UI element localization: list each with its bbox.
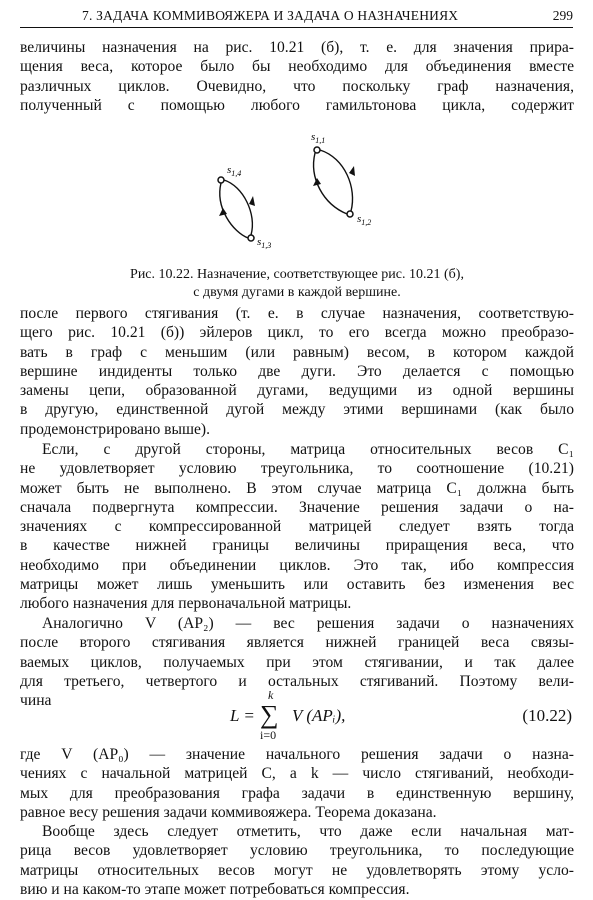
formula-lhs: L =	[230, 706, 255, 725]
text-line: различных циклов. Очевидно, что поскольку граф назначения,	[20, 77, 574, 95]
text-line: значениях с компрессированной матрицей следует взять тогда	[20, 518, 574, 536]
text-line: для третьего, четвертого и остальных стягиваний. Поэтому вели-	[20, 672, 574, 690]
page-number: 299	[552, 8, 573, 23]
graph-node	[218, 177, 224, 183]
text-line: после первого стягивания (т. е. в случае назначения, соответствую-	[20, 305, 574, 322]
text-line: щения веса, которое было бы необходимо для объединения вместе	[20, 58, 574, 76]
paragraph-6	[20, 822, 574, 899]
paragraph-3	[20, 440, 574, 614]
text-line: в качестве нижней границы величины приращения веса, что	[20, 537, 574, 555]
text-line: величины назначения на рис. 10.21 (б), т. е. для значения прира-	[20, 39, 574, 56]
text-line: мых для преобразования графа задачи в единственную вершину,	[20, 784, 574, 802]
arrow-head	[349, 166, 355, 176]
formula-10-22	[20, 688, 574, 744]
text-line: не удовлетворяет условию треугольника, то соотношение (10.21)	[20, 460, 574, 478]
text-line: Аналогично V (AP₂) — вес решения задачи о назначениях	[42, 615, 574, 632]
node-label: $s_{1,3}$	[257, 236, 272, 250]
graph-arc	[320, 150, 353, 211]
text-line: равное весу решения задачи коммивояжера. Теорема доказана.	[20, 803, 437, 821]
text-line: рица весов удовлетворяет условию треугольника, то последующие	[20, 842, 574, 860]
text-line: продемонстрировано выше).	[20, 420, 210, 438]
text-line: после второго стягивания является нижней границей веса связы-	[20, 634, 574, 652]
caption-line: Рис. 10.22. Назначение, соответствующее рис. 10.21 (б),	[130, 267, 464, 282]
text-line: Если, с другой стороны, матрица относительных весов C₁	[42, 441, 574, 458]
graph-arc	[224, 180, 252, 235]
text-line: щего рис. 10.21 (б)) эйлеров цикл, то его всегда можно преобразо-	[20, 324, 574, 342]
text-line: любого назначения для первоначальной матрицы.	[20, 595, 352, 613]
equation-number: (10.22)	[522, 706, 572, 725]
graph-node	[347, 211, 353, 217]
graph-node	[248, 235, 254, 241]
chapter-title: 7. ЗАДАЧА КОММИВОЯЖЕРА И ЗАДАЧА О НАЗНАЧЕНИЯХ	[82, 8, 459, 23]
text-line: полученный с помощью любого гамильтонова цикла, содержит	[20, 96, 574, 114]
sum-symbol: ∑	[260, 700, 279, 729]
paragraph-2	[20, 304, 574, 439]
caption-line: с двумя дугами в каждой вершине.	[193, 285, 401, 300]
sum-upper-limit: k	[268, 688, 274, 702]
text-line: матрицы может лишь уменьшить или оставить без изменения вес	[20, 576, 574, 594]
text-line: может быть не выполнено. В этом случае матрица C₁ должна быть	[20, 479, 574, 497]
figure-caption	[20, 266, 574, 302]
text-line: необходимо при объединении циклов. Это так, ибо компрессия	[20, 556, 574, 574]
text-line: вать в граф с меньшим (или равным) весом, в котором каждой	[20, 343, 574, 361]
text-line: замены цепи, образованной дугами, ведущими из одной вершины	[20, 382, 574, 400]
paragraph-1	[20, 38, 574, 115]
text-line: ваемых циклов, получаемых при этом стягивании, и так далее	[20, 653, 574, 671]
sum-lower-limit: i=0	[260, 728, 277, 742]
graph-node	[314, 147, 320, 153]
node-label: $s_{1,2}$	[357, 213, 372, 227]
text-line: вию и на каком-то этапе может потребоваться компрессия.	[20, 880, 410, 898]
node-label: $s_{1,4}$	[227, 164, 242, 178]
text-line: в другую, единственной дугой между этими вершинами (как было	[20, 401, 574, 419]
text-line: чина	[20, 692, 52, 710]
assignment-graph-figure	[205, 128, 395, 258]
paragraph-5	[20, 745, 574, 822]
text-line: вершине индиденты только две дуги. Это делается с помощью	[20, 362, 574, 380]
text-line: чениях с начальной матрицей C, а k — число стягиваний, необходи-	[20, 765, 574, 783]
formula-rhs: V (APᵢ),	[292, 706, 346, 725]
running-head	[20, 5, 573, 28]
text-line: где V (AP₀) — значение начального решения задачи о назна-	[20, 746, 574, 763]
text-line: сначала подвергнута компрессии. Значение решения задачи о на-	[20, 498, 574, 516]
arrow-head	[313, 178, 321, 186]
text-line: Вообще здесь следует отметить, что даже если начальная мат-	[42, 823, 574, 840]
arrow-head	[249, 196, 255, 206]
text-line: матрицы относительных весов могут не удовлетворять этому усло-	[20, 861, 574, 879]
node-label: $s_{1,1}$	[311, 131, 326, 145]
